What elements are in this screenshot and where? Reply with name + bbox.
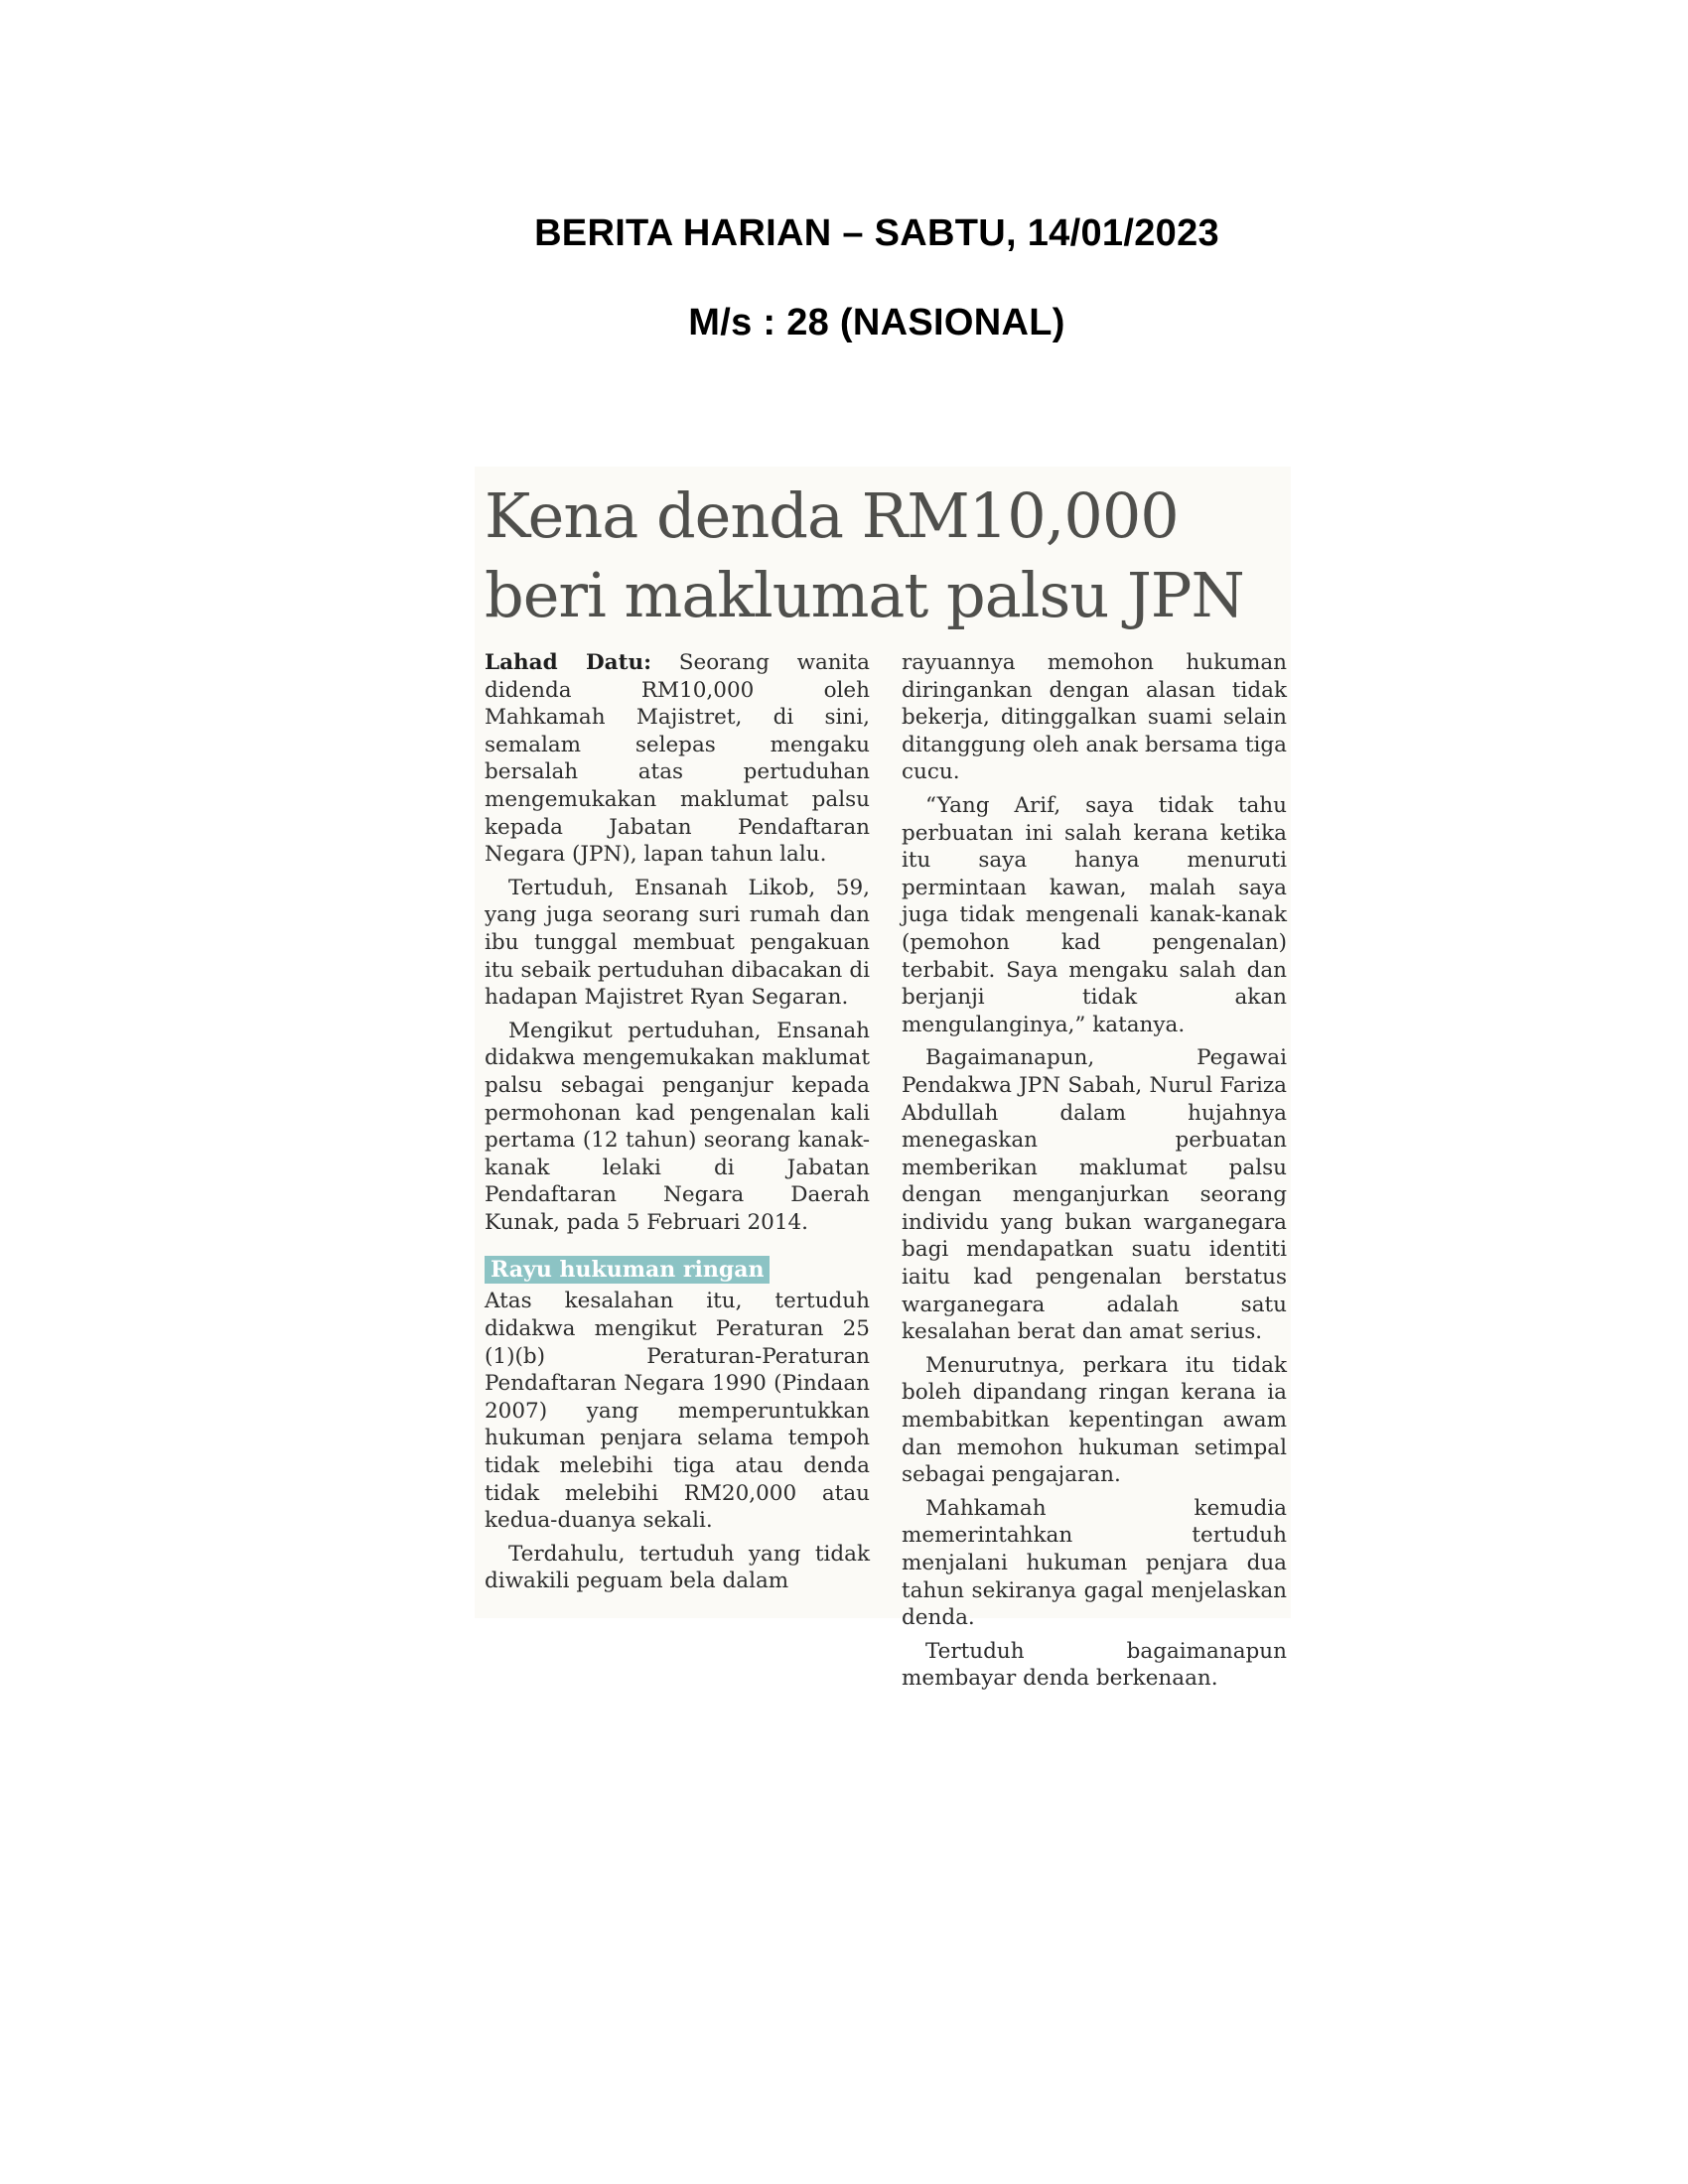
page-reference: M/s : 28 (NASIONAL) [688,302,1065,343]
dateline: Lahad Datu: [485,650,652,675]
article-headline [485,477,1279,635]
article-paragraph: Menurutnya, perkara itu tidak boleh dipandang ringan kerana ia membabitkan kepentingan awam dan memohon hukuman setimpal sebagai pengajaran. [902,1352,1287,1488]
headline-line-2: beri maklumat palsu JPN [485,559,1244,631]
newspaper-clipping [475,467,1291,1692]
article-paragraph: Tertuduh, Ensanah Likob, 59, yang juga seorang suri rumah dan ibu tunggal membuat pengakuan itu sebaik pertuduhan dibacakan di hadapan Majistret Ryan Segaran. [485,875,870,1011]
publication-header: BERITA HARIAN – SABTU, 14/01/2023 [534,212,1219,254]
article-paragraph: “Yang Arif, saya tidak tahu perbuatan ini salah kerana ketika itu saya hanya menuruti permintaan kawan, malah saya juga tidak mengenali kanak-kanak (pemohon kad pengenalan) terbabit. Saya mengaku salah dan berjanji tidak akan mengulanginya,” katanya. [902,792,1287,1037]
article-column-left [485,649,870,1601]
article-paragraph: Bagaimanapun, Pegawai Pendakwa JPN Sabah, Nurul Fariza Abdullah dalam hujahnya menegaskan perbuatan memberikan maklumat palsu dengan menganjurkan seorang individu yang bukan warganegara bagi mendapatkan suatu identiti iaitu kad pengenalan berstatus warganegara adalah satu kesalahan berat dan amat serius. [902,1045,1287,1345]
paragraph-text: Seorang wanita didenda RM10,000 oleh Mahkamah Majistret, di sini, semalam selepas mengaku bersalah atas pertuduhan mengemukakan maklumat palsu kepada Jabatan Pendaftaran Negara (JPN), lapan tahun lalu. [485,650,870,868]
section-subheading: Rayu hukuman ringan [485,1256,770,1284]
article-paragraph: Atas kesalahan itu, tertuduh didakwa mengikut Peraturan 25 (1)(b) Peraturan-Peraturan Pendaftaran Negara 1990 (Pindaan 2007) yang memperuntukkan hukuman penjara selama tempoh tidak melebihi tiga atau denda tidak melebihi RM20,000 atau kedua-duanya sekali. [485,1289,870,1534]
article-paragraph: Mengikut pertuduhan, Ensanah didakwa mengemukakan maklumat palsu sebagai penganjur kepada permohonan kad pengenalan kali pertama (12 tahun) seorang kanak-kanak lelaki di Jabatan Pendaftaran Negara Daerah Kunak, pada 5 Februari 2014. [485,1018,870,1235]
article-paragraph: rayuannya memohon hukuman diringankan dengan alasan tidak bekerja, ditinggalkan suami selain ditanggung oleh anak bersama tiga cucu. [902,650,1287,785]
article-paragraph: Terdahulu, tertuduh yang tidak diwakili peguam bela dalam [485,1541,870,1594]
article-paragraph [485,649,870,869]
article-paragraph: Tertuduh bagaimanapun membayar denda berkenaan. [902,1638,1287,1692]
article-column-right [902,649,1287,1699]
headline-line-1: Kena denda RM10,000 [485,479,1179,552]
article-paragraph: Mahkamah kemudia memerintahkan tertuduh menjalani hukuman penjara dua tahun sekiranya gagal menjelaskan denda. [902,1495,1287,1631]
